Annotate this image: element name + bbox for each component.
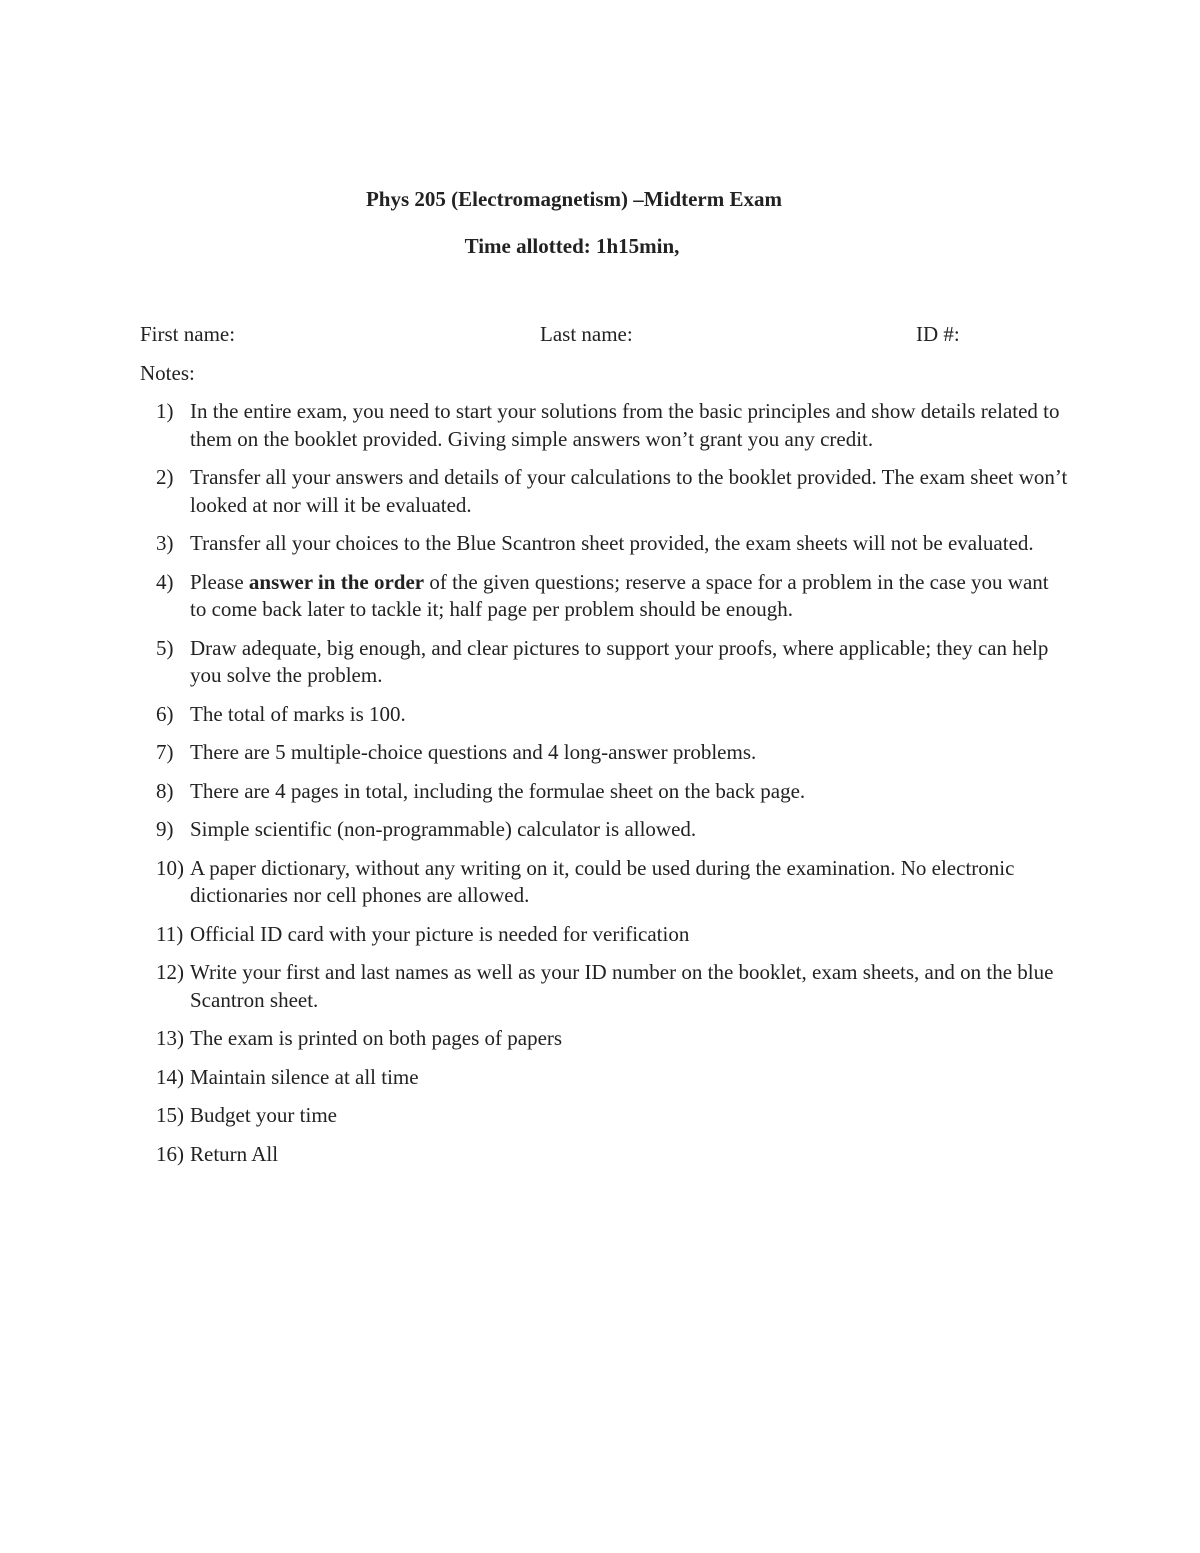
note-text: There are 4 pages in total, including the formulae sheet on the back page.	[190, 778, 806, 803]
note-item	[140, 921, 1070, 949]
notes-heading: Notes:	[140, 361, 195, 385]
note-number: 16)	[156, 1141, 184, 1166]
note-text: The total of marks is 100.	[190, 701, 406, 726]
note-text: In the entire exam, you need to start your solutions from the basic principles and show details related to them on the booklet provided. Giving simple answers won’t grant you any credit.	[190, 399, 1060, 451]
note-item	[140, 1064, 1070, 1092]
note-text-post: of the given questions; reserve a space for a problem in the case you want to come back later to tackle it; half page per problem should be enough.	[190, 569, 1049, 621]
note-number: 10)	[156, 855, 184, 880]
first-name-label: First name:	[140, 322, 236, 346]
note-text: Return All	[190, 1141, 279, 1166]
note-item	[140, 959, 1070, 1014]
note-item	[140, 398, 1070, 453]
note-number: 11)	[156, 921, 184, 946]
note-text: Maintain silence at all time	[190, 1064, 419, 1089]
last-name-label: Last name:	[540, 322, 633, 346]
note-number: 4)	[156, 569, 174, 594]
note-item	[140, 1025, 1070, 1053]
note-text: Transfer all your answers and details of your calculations to the booklet provided. The exam sheet won’t looked at nor will it be evaluated.	[190, 465, 1068, 517]
note-text: The exam is printed on both pages of papers	[190, 1026, 563, 1050]
note-item	[140, 1102, 1070, 1130]
note-number: 5)	[156, 635, 174, 660]
note-number: 9)	[156, 817, 174, 841]
id-label: ID #:	[916, 322, 960, 346]
note-text: A paper dictionary, without any writing on it, could be used during the examination. No electronic dictionaries nor cell phones are allowed.	[190, 855, 1015, 907]
note-number: 2)	[156, 465, 174, 489]
note-item	[140, 701, 1070, 729]
note-text: Transfer all your choices to the Blue Scantron sheet provided, the exam sheets will not be evaluated.	[190, 531, 1034, 555]
note-number: 6)	[156, 701, 174, 726]
note-text: Write your first and last names as well as your ID number on the booklet, exam sheets, and on the blue Scantron sheet.	[190, 960, 1054, 1012]
note-text-emphasis: answer in the order	[248, 569, 425, 594]
note-number: 12)	[156, 960, 184, 984]
note-item	[140, 635, 1070, 690]
note-item	[140, 1141, 1070, 1169]
note-number: 13)	[156, 1026, 184, 1050]
notes-list	[140, 398, 1070, 1179]
note-text: Budget your time	[190, 1103, 337, 1127]
note-item	[140, 530, 1070, 558]
note-text: There are 5 multiple-choice questions and 4 long-answer problems.	[190, 740, 757, 764]
note-item	[140, 739, 1070, 767]
note-number: 14)	[156, 1064, 184, 1089]
time-allotted: Time allotted: 1h15min,	[464, 234, 680, 258]
note-number: 15)	[156, 1103, 184, 1127]
note-item	[140, 816, 1070, 844]
note-number: 7)	[156, 740, 174, 764]
note-text-pre: Please	[190, 569, 249, 594]
exam-title: Phys 205 (Electromagnetism) –Midterm Exam	[365, 187, 783, 211]
note-number: 1)	[156, 399, 174, 423]
note-text: Simple scientific (non-programmable) calculator is allowed.	[190, 817, 697, 841]
note-number: 8)	[156, 778, 174, 803]
note-number: 3)	[156, 531, 174, 555]
note-text: Draw adequate, big enough, and clear pictures to support your proofs, where applicable; they can help you solve the problem.	[190, 635, 1049, 687]
note-item	[140, 569, 1070, 624]
note-item	[140, 855, 1070, 910]
note-item	[140, 464, 1070, 519]
note-item	[140, 778, 1070, 806]
note-text: Official ID card with your picture is needed for verification	[190, 921, 690, 946]
